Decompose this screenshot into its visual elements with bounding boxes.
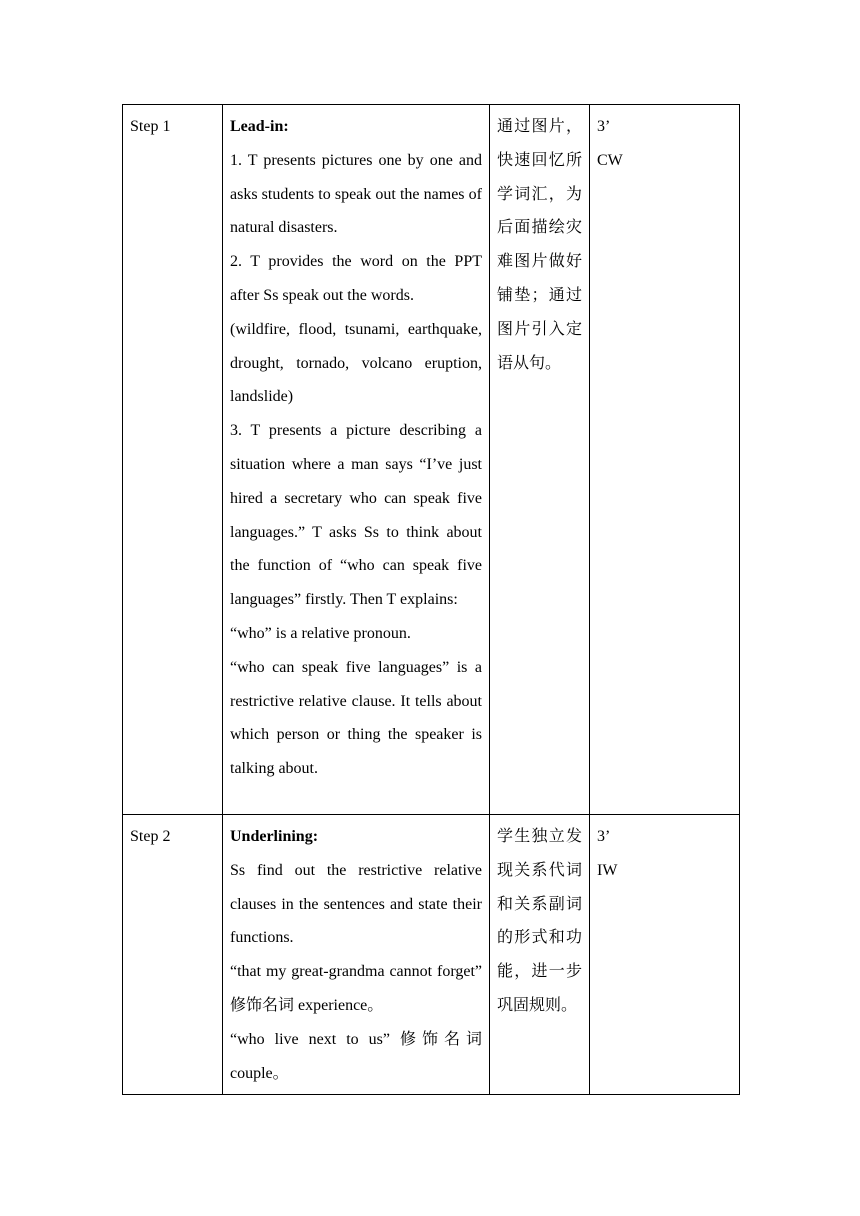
lesson-plan-table <box>122 104 740 1095</box>
procedure-cell <box>223 815 490 1095</box>
procedure-paragraph: (wildfire, flood, tsunami, earthquake, drought, tornado, volcano eruption, landslide) <box>230 320 482 406</box>
time-value: 3’ <box>597 118 611 135</box>
time-mode-cell <box>590 105 740 815</box>
time-mode-cell <box>590 815 740 1095</box>
procedure-paragraph: 3. T presents a picture describing a situation where a man says “I’ve just hired a secretary who can speak five languages.” T asks Ss to think about the function of “who can speak five languages” firstly. Then T explains: <box>230 422 482 609</box>
step-label: Step 1 <box>130 118 171 135</box>
purpose-cell <box>490 815 590 1095</box>
procedure-heading: Underlining: <box>230 828 319 845</box>
purpose-text: 学生独立发现关系代词和关系副词的形式和功能，进一步巩固规则。 <box>497 828 582 1014</box>
mode-value: CW <box>597 151 623 169</box>
procedure-paragraph: “that my great-grandma cannot forget” 修饰名词 experience。 <box>230 963 482 1014</box>
procedure-cell <box>223 105 490 815</box>
procedure-paragraph: “who live next to us” 修饰名词 couple。 <box>230 1030 482 1082</box>
procedure-paragraph: Ss find out the restrictive relative clauses in the sentences and state their functions. <box>230 861 482 947</box>
step-label: Step 2 <box>130 828 171 845</box>
procedure-heading: Lead-in: <box>230 118 289 135</box>
step-cell <box>123 815 223 1095</box>
procedure-paragraph: “who” is a relative pronoun. <box>230 624 411 642</box>
procedure-paragraph: “who can speak five languages” is a restrictive relative clause. It tells about which person or thing the speaker is talking about. <box>230 658 482 778</box>
step-cell <box>123 105 223 815</box>
table-row <box>123 105 740 815</box>
procedure-paragraph: 2. T provides the word on the PPT after Ss speak out the words. <box>230 253 482 304</box>
procedure-paragraph: 1. T presents pictures one by one and asks students to speak out the names of natural disasters. <box>230 151 482 237</box>
time-value: 3’ <box>597 828 611 845</box>
table-row <box>123 815 740 1095</box>
purpose-cell <box>490 105 590 815</box>
purpose-text: 通过图片，快速回忆所学词汇，为后面描绘灾难图片做好铺垫；通过图片引入定语从句。 <box>497 118 582 372</box>
mode-value: IW <box>597 861 618 879</box>
